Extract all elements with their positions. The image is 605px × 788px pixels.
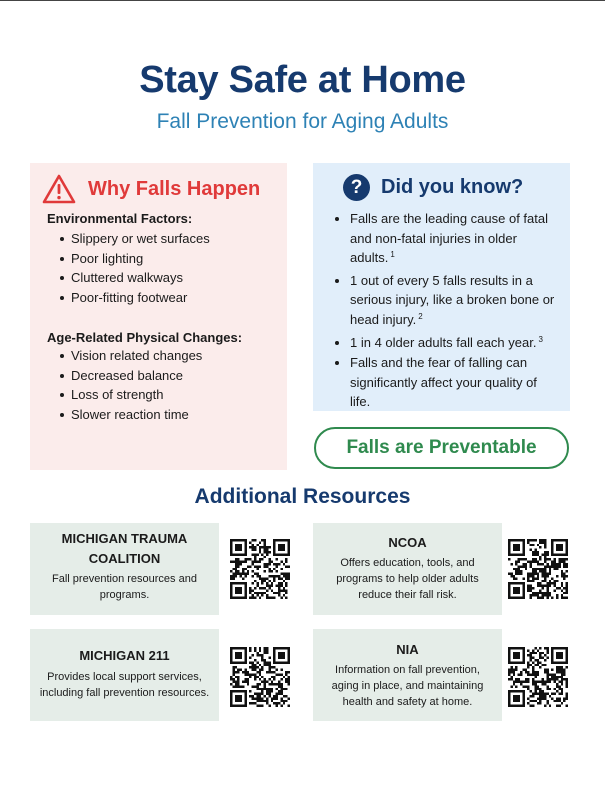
facts-list (334, 209, 560, 412)
footnote-ref: 3 (538, 334, 543, 344)
why-falls-heading: Why Falls Happen (88, 177, 261, 200)
environmental-factor-item: Poor lighting (60, 249, 210, 269)
fact-item (334, 353, 560, 412)
warning-triangle-icon (42, 173, 76, 205)
question-circle-icon: ? (343, 174, 370, 201)
age-change-item: Decreased balance (60, 366, 202, 386)
fact-text: Falls and the fear of falling can significantly affect your quality of life. (350, 355, 537, 410)
page-subtitle: Fall Prevention for Aging Adults (156, 110, 449, 133)
page-title: Stay Safe at Home (139, 59, 466, 101)
age-changes-list (60, 346, 202, 424)
qr-code-icon[interactable] (508, 647, 568, 707)
resource-name: MICHIGAN 211 (79, 648, 170, 663)
why-falls-header (42, 173, 260, 205)
age-change-item: Vision related changes (60, 346, 202, 366)
falls-preventable-badge: Falls are Preventable (314, 427, 569, 469)
qr-code-icon[interactable] (230, 539, 290, 599)
fact-item (334, 271, 560, 330)
fact-text: Falls are the leading cause of fatal and non-fatal injuries in older adults. (350, 211, 549, 266)
fact-text: 1 out of every 5 falls results in a serious injury, like a broken bone or head injury. (350, 272, 555, 327)
resource-card-michigan-trauma (30, 523, 219, 615)
resource-name: NCOA (388, 535, 427, 550)
environmental-factor-item: Poor-fitting footwear (60, 288, 210, 308)
age-changes-label: Age-Related Physical Changes: (47, 330, 243, 345)
did-you-know-panel (313, 163, 570, 411)
resource-description: Fall prevention resources and programs. (52, 573, 197, 601)
fact-text: 1 in 4 older adults fall each year. (350, 334, 537, 350)
why-falls-panel (30, 163, 287, 470)
additional-resources-heading: Additional Resources (194, 485, 411, 508)
resource-name: NIA (396, 642, 419, 657)
footnote-ref: 1 (390, 250, 395, 260)
age-change-item: Loss of strength (60, 385, 202, 405)
resource-description: Provides local support services, including fall prevention resources. (39, 670, 210, 699)
resource-name: MICHIGAN TRAUMA COALITION (61, 531, 188, 566)
did-you-know-header (343, 174, 523, 201)
footnote-ref: 2 (418, 311, 423, 321)
environmental-factor-item: Cluttered walkways (60, 268, 210, 288)
resource-description: Information on fall prevention, aging in place, and maintaining health and safety at home. (331, 663, 484, 708)
environmental-factor-item: Slippery or wet surfaces (60, 229, 210, 249)
resource-description: Offers education, tools, and programs to help older adults reduce their fall risk. (336, 556, 479, 601)
fact-item (334, 333, 560, 353)
qr-code-icon[interactable] (508, 539, 568, 599)
did-you-know-heading: Did you know? (381, 176, 524, 198)
resource-card-nia (313, 629, 502, 721)
environmental-factors-list (60, 229, 210, 307)
resource-card-ncoa (313, 523, 502, 615)
environmental-factors-label: Environmental Factors: (47, 211, 193, 226)
qr-code-icon[interactable] (230, 647, 290, 707)
age-change-item: Slower reaction time (60, 405, 202, 425)
resource-card-michigan-211 (30, 629, 219, 721)
fact-item (334, 209, 560, 268)
